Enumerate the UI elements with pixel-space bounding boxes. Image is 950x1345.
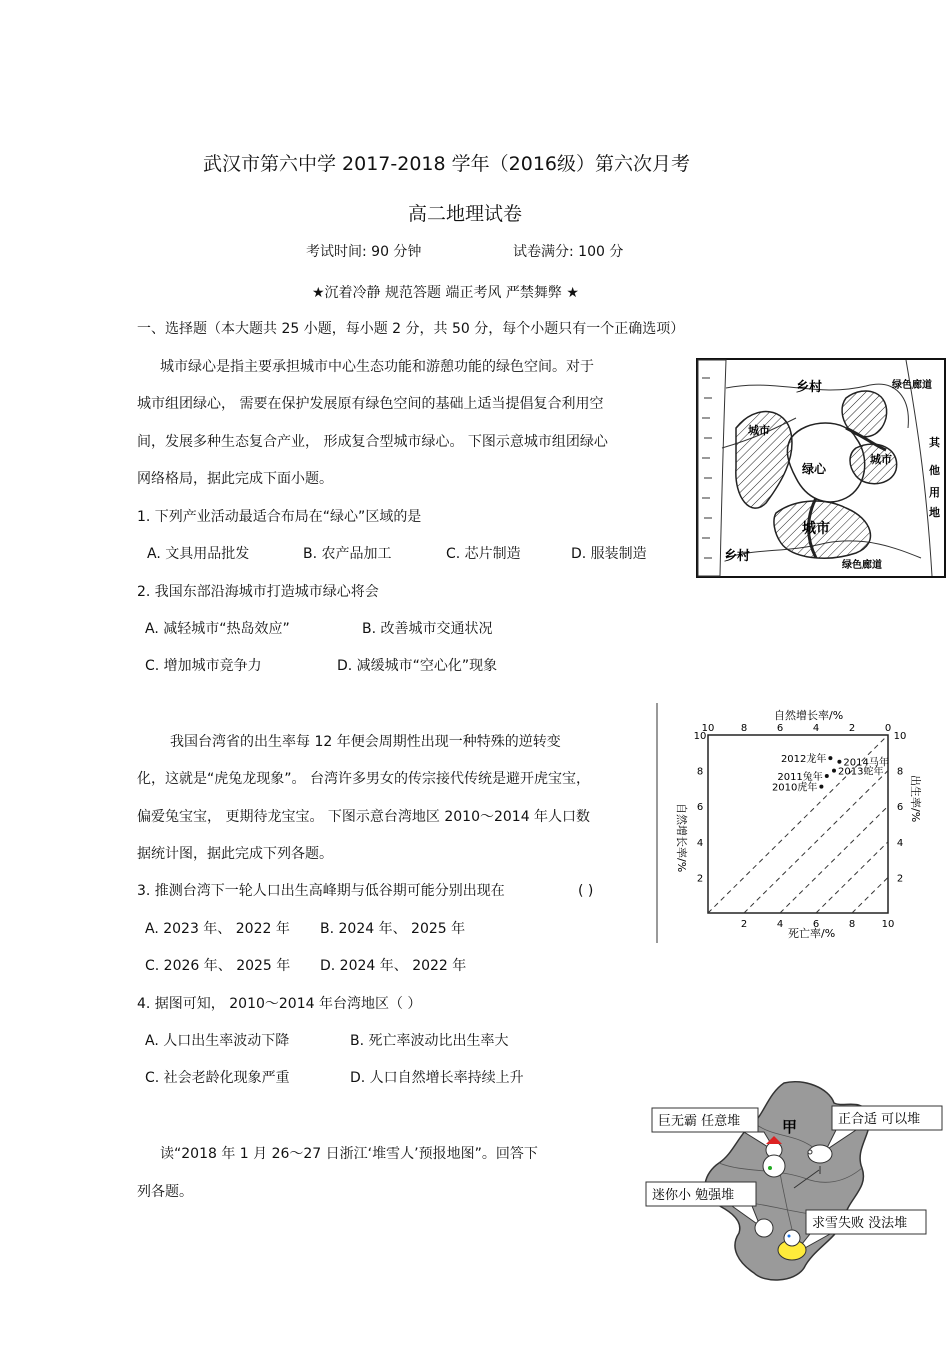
passage2-line: 据统计图，据此完成下列各题。: [137, 846, 333, 862]
y-right-tick-label: 6: [896, 802, 904, 814]
passage2-line: 化，这就是“虎兔龙现象”。 台湾许多男女的传宗接代传统是避开虎宝宝，: [137, 771, 590, 787]
question-2-stem: 2. 我国东部沿海城市打造城市绿心将会: [137, 584, 379, 600]
data-point: [825, 774, 829, 778]
callout-mini: 迷你小 勉强堆: [652, 1188, 735, 1203]
y-axis-label: 自然增长率/%: [675, 803, 688, 873]
map1-other-land-char: 他: [929, 464, 940, 477]
map1-village-bottom: 乡村: [724, 549, 751, 564]
q3-option-a: A. 2023 年、 2022 年: [145, 921, 290, 937]
exam-score: 试卷满分: 100 分: [513, 244, 624, 260]
q1-option-d: D. 服装制造: [571, 546, 647, 562]
y-right-tick-label: 8: [896, 766, 904, 778]
top-tick-label: 6: [776, 723, 784, 734]
q4-option-b: B. 死亡率波动比出生率大: [350, 1033, 509, 1049]
top-tick-label: 8: [740, 723, 748, 734]
passage1-line: 城市组团绿心， 需要在保护发展原有绿色空间的基础上适当提倡复合利用空: [137, 396, 604, 412]
iso-line: [780, 806, 888, 913]
callout-just-right: 正合适 可以堆: [838, 1112, 921, 1127]
q3-answer-paren: ( ): [578, 883, 594, 899]
top-tick-label: 10: [701, 723, 715, 734]
q1-option-a: A. 文具用品批发: [147, 546, 250, 562]
x-tick-label: 6: [812, 919, 820, 930]
x-axis-label: 死亡率/%: [788, 927, 836, 940]
passage2-line: 我国台湾省的出生率每 12 年便会周期性出现一种特殊的逆转变: [170, 734, 561, 750]
q3-option-b: B. 2024 年、 2025 年: [320, 921, 466, 937]
map1-village-top: 乡村: [796, 380, 823, 395]
iso-line: [852, 877, 888, 913]
data-point: [819, 785, 823, 789]
y-right-tick-label: 2: [896, 873, 904, 885]
paper-subtitle: 高二地理试卷: [408, 203, 523, 225]
data-point-label: 2011兔年: [777, 771, 823, 783]
y-tick-label: 10: [693, 731, 707, 742]
y-tick-label: 2: [696, 873, 704, 885]
data-point: [837, 760, 841, 764]
x-tick-label: 2: [740, 919, 748, 930]
data-point-label: 2012龙年: [780, 754, 827, 766]
map1-city-bottom: 城市: [802, 521, 830, 537]
passage3-line: 读“2018 年 1 月 26～27 日浙江‘堆雪人’预报地图”。回答下: [160, 1146, 538, 1162]
q2-option-d: D. 减缓城市“空心化”现象: [337, 658, 498, 674]
y-tick-label: 6: [696, 802, 704, 814]
q4-option-c: C. 社会老龄化现象严重: [145, 1070, 290, 1086]
callout-giant: 巨无霸 任意堆: [658, 1114, 741, 1129]
q4-option-d: D. 人口自然增长率持续上升: [350, 1070, 524, 1086]
question-1-stem: 1. 下列产业活动最适合布局在“绿心”区域的是: [137, 509, 422, 525]
green-heart-map: [696, 358, 946, 578]
question-4-stem: 4. 据图可知， 2010～2014 年台湾地区（ ）: [137, 996, 422, 1012]
snowman-forecast-map: [644, 1078, 948, 1288]
q2-option-a: A. 减轻城市“热岛效应”: [145, 621, 290, 637]
passage1-line: 网络格局，据此完成下面小题。: [137, 471, 333, 487]
top-tick-label: 4: [812, 723, 820, 734]
snowman-mini-icon: [755, 1219, 773, 1237]
x-tick-label: 10: [881, 919, 895, 930]
data-point-label: 2010虎年: [771, 782, 818, 794]
data-point-label: 2013蛇年: [838, 766, 884, 778]
map1-green-heart: 绿心: [802, 462, 827, 476]
q4-option-a: A. 人口出生率波动下降: [145, 1033, 290, 1049]
y-tick-label: 4: [696, 837, 704, 849]
data-point: [828, 756, 832, 760]
map1-other-land-char: 用: [929, 486, 940, 499]
exam-title: 武汉市第六中学 2017-2018 学年（2016级）第六次月考: [203, 153, 690, 175]
y-tick-label: 8: [696, 766, 704, 778]
marker-jia: 甲: [782, 1118, 798, 1136]
q1-option-b: B. 农产品加工: [303, 546, 392, 562]
data-point: [832, 769, 836, 773]
exam-time: 考试时间: 90 分钟: [306, 244, 422, 260]
passage3-line: 列各题。: [137, 1184, 193, 1200]
map1-other-land-char: 地: [929, 506, 940, 519]
callout-failed: 求雪失败 没法堆: [812, 1216, 908, 1231]
exam-motto: ★沉着冷静 规范答题 端正考风 严禁舞弊 ★: [312, 285, 579, 301]
top-tick-label: 0: [884, 723, 892, 734]
top-tick-label: 2: [848, 723, 856, 734]
y-right-tick-label: 10: [893, 731, 907, 742]
population-chart: [656, 703, 946, 943]
y-right-tick-label: 4: [896, 837, 904, 849]
snowman-medium-icon: [808, 1145, 832, 1163]
q3-option-c: C. 2026 年、 2025 年: [145, 958, 291, 974]
map1-city-right: 城市: [870, 453, 892, 466]
map1-greenway-bottom: 绿色廊道: [842, 560, 882, 571]
q3-option-d: D. 2024 年、 2022 年: [320, 958, 467, 974]
passage1-line: 城市绿心是指主要承担城市中心生态功能和游憩功能的绿色空间。对于: [160, 359, 594, 375]
map1-other-land-char: 其: [929, 436, 940, 449]
iso-line: [816, 842, 888, 913]
q1-option-c: C. 芯片制造: [446, 546, 521, 562]
map1-greenway-top: 绿色廊道: [892, 380, 932, 391]
y-axis-label-right: 出生率/%: [909, 775, 922, 823]
map1-city-left: 城市: [748, 424, 770, 437]
x-tick-label: 4: [776, 919, 784, 930]
q2-option-b: B. 改善城市交通状况: [362, 621, 493, 637]
question-3-stem: 3. 推测台湾下一轮人口出生高峰期与低谷期可能分别出现在: [137, 883, 505, 899]
section-heading: 一、选择题（本大题共 25 小题，每小题 2 分，共 50 分，每个小题只有一个正确选项）: [137, 321, 685, 337]
chart-title: 自然增长率/%: [774, 709, 844, 722]
passage1-line: 间，发展多种生态复合产业， 形成复合型城市绿心。 下图示意城市组团绿心: [137, 434, 608, 450]
passage2-line: 偏爱兔宝宝， 更期待龙宝宝。 下图示意台湾地区 2010～2014 年人口数: [137, 809, 591, 825]
q2-option-c: C. 增加城市竞争力: [145, 658, 262, 674]
data-point-label: 2014马年: [843, 757, 889, 769]
x-tick-label: 8: [848, 919, 856, 930]
